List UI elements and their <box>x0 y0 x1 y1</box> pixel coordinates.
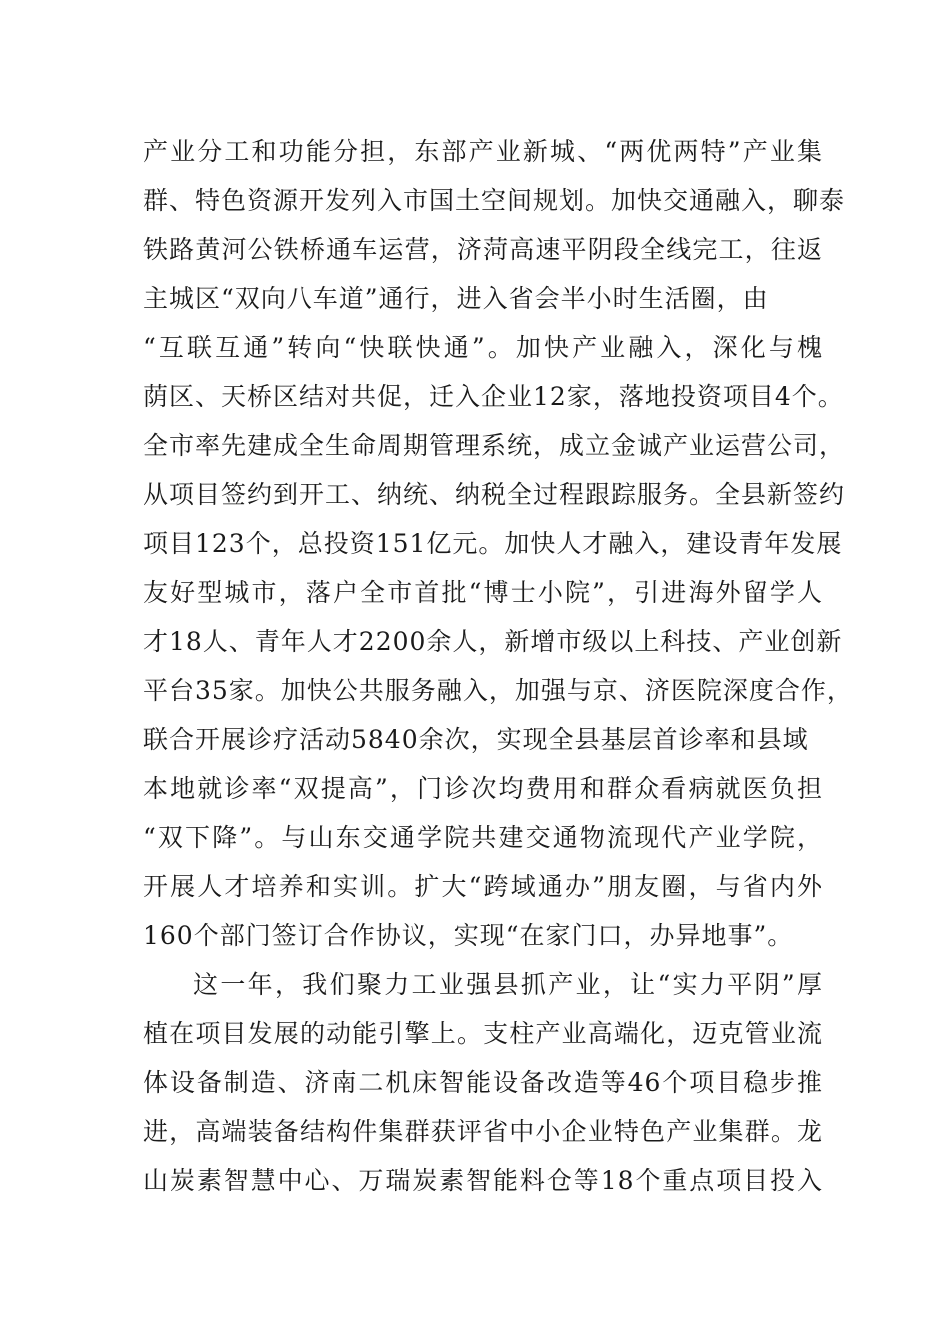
text-line: 友好型城市，落户全市首批“博士小院”，引进海外留学人 <box>143 578 823 607</box>
text-line: 联合开展诊疗活动5840余次，实现全县基层首诊率和县域 <box>143 725 809 754</box>
text-line: 群、特色资源开发列入市国土空间规划。加快交通融入，聊泰 <box>143 186 846 215</box>
text-line: 全市率先建成全生命周期管理系统，成立金诚产业运营公司， <box>143 431 846 460</box>
text-line: “互联互通”转向“快联快通”。加快产业融入，深化与槐 <box>143 333 823 362</box>
text-line: 平台35家。加快公共服务融入，加强与京、济医院深度合作， <box>143 676 853 705</box>
text-line: 160个部门签订合作协议，实现“在家门口，办异地事”。 <box>143 921 794 950</box>
text-line: 山炭素智慧中心、万瑞炭素智能料仓等18个重点项目投入 <box>143 1166 823 1195</box>
text-line: 进，高端装备结构件集群获评省中小企业特色产业集群。龙 <box>143 1117 823 1146</box>
text-line: “双下降”。与山东交通学院共建交通物流现代产业学院， <box>143 823 823 852</box>
body-text <box>143 130 853 1208</box>
text-line: 铁路黄河公铁桥通车运营，济菏高速平阴段全线完工，往返 <box>143 235 823 264</box>
text-line: 主城区“双向八车道”通行，进入省会半小时生活圈，由 <box>143 284 769 313</box>
text-line: 产业分工和功能分担，东部产业新城、“两优两特”产业集 <box>143 137 823 166</box>
text-line: 才18人、青年人才2200余人，新增市级以上科技、产业创新 <box>143 627 843 656</box>
text-line: 开展人才培养和实训。扩大“跨域通办”朋友圈，与省内外 <box>143 872 823 901</box>
text-line: 项目123个，总投资151亿元。加快人才融入，建设青年发展 <box>143 529 843 558</box>
text-line: 体设备制造、济南二机床智能设备改造等46个项目稳步推 <box>143 1068 823 1097</box>
paragraph-first-line: 这一年，我们聚力工业强县抓产业，让“实力平阴”厚 <box>193 970 823 999</box>
text-line: 植在项目发展的动能引擎上。支柱产业高端化，迈克管业流 <box>143 1019 823 1048</box>
text-line: 荫区、天桥区结对共促，迁入企业12家，落地投资项目4个。 <box>143 382 844 411</box>
text-line: 从项目签约到开工、纳统、纳税全过程跟踪服务。全县新签约 <box>143 480 846 509</box>
text-line: 本地就诊率“双提高”，门诊次均费用和群众看病就医负担 <box>143 774 823 803</box>
